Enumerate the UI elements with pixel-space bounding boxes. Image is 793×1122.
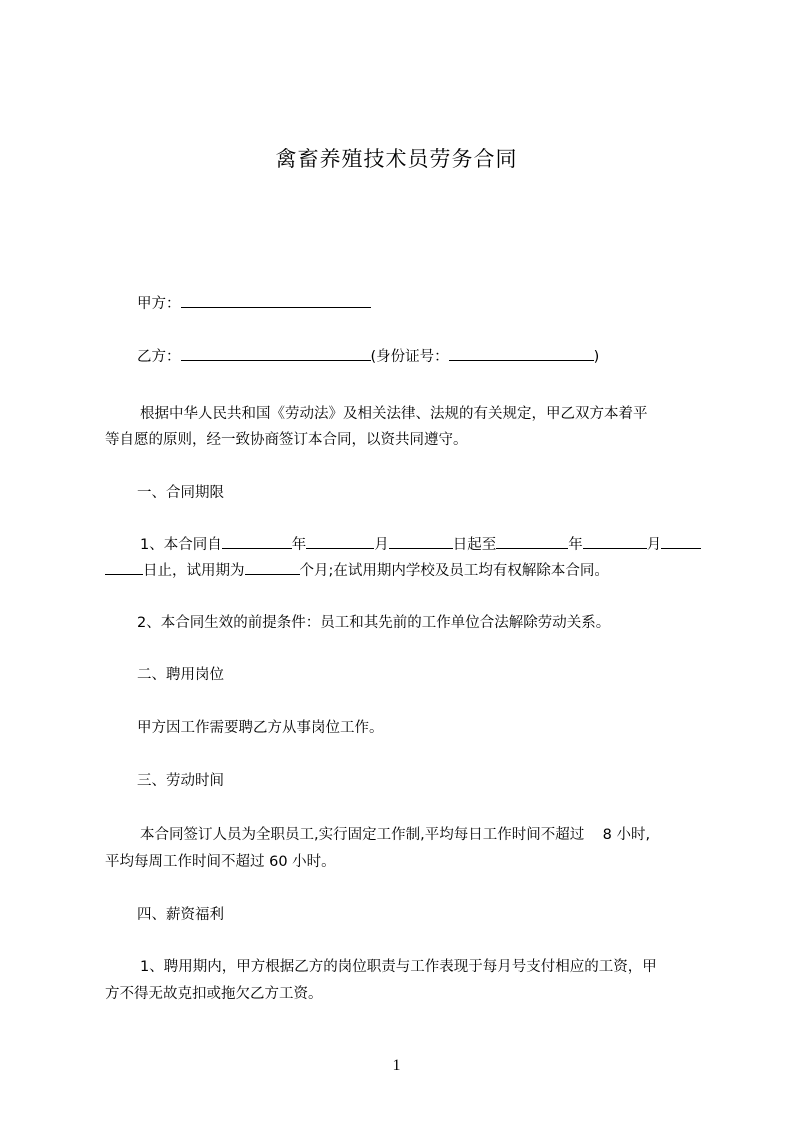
end-label: 日止，试用期为 bbox=[143, 563, 245, 579]
clause-1-1-prefix: 1、本合同自 bbox=[140, 537, 222, 553]
start-year-blank[interactable] bbox=[222, 534, 292, 549]
clause-4-1-line-2: 方不得无故克扣或拖欠乙方工资。 bbox=[105, 986, 323, 1002]
party-a-blank[interactable] bbox=[181, 293, 371, 308]
end-year-blank[interactable] bbox=[496, 534, 568, 549]
month-label-2: 月 bbox=[646, 537, 662, 553]
end-month-blank[interactable] bbox=[583, 534, 647, 549]
start-day-blank[interactable] bbox=[389, 534, 453, 549]
id-label: (身份证号： bbox=[370, 349, 449, 365]
year-label: 年 bbox=[291, 537, 307, 553]
party-b-label: 乙方： bbox=[137, 349, 181, 365]
section-3-heading: 三、劳动时间 bbox=[137, 773, 224, 789]
party-b-line bbox=[105, 345, 757, 366]
month-label: 月 bbox=[374, 537, 389, 553]
probation-text: 个月;在试用期内学校及员工均有权解除本合同。 bbox=[299, 563, 609, 579]
party-b-blank[interactable] bbox=[181, 346, 371, 361]
probation-blank[interactable] bbox=[245, 560, 300, 575]
party-a-line bbox=[105, 292, 757, 313]
preamble-line-1: 根据中华人民共和国《劳动法》及相关法律、法规的有关规定，甲乙双方本着平 bbox=[140, 406, 648, 422]
preamble-line-2: 等自愿的原则，经一致协商签订本合同，以资共同遵守。 bbox=[105, 432, 468, 448]
section-1-heading: 一、合同期限 bbox=[137, 485, 224, 501]
document-title: 禽畜养殖技术员劳务合同 bbox=[275, 147, 518, 171]
day-to-label: 日起至 bbox=[452, 537, 497, 553]
end-day-blank-a[interactable] bbox=[661, 534, 701, 549]
end-day-blank-b[interactable] bbox=[105, 560, 143, 575]
page-number: 1 bbox=[392, 1057, 401, 1074]
party-a-label: 甲方： bbox=[137, 296, 181, 312]
section-3-line-2: 平均每周工作时间不超过 60 小时。 bbox=[105, 854, 336, 870]
clause-1-1-line-2 bbox=[105, 559, 725, 580]
clause-1-2: 2、本合同生效的前提条件：员工和其先前的工作单位合法解除劳动关系。 bbox=[137, 615, 611, 631]
section-4-heading: 四、薪资福利 bbox=[137, 907, 224, 923]
start-month-blank[interactable] bbox=[306, 534, 374, 549]
id-number-blank[interactable] bbox=[449, 346, 594, 361]
section-2-text: 甲方因工作需要聘乙方从事岗位工作。 bbox=[137, 720, 384, 736]
clause-4-1-line-1: 1、聘用期内，甲方根据乙方的岗位职责与工作表现于每月号支付相应的工资，甲 bbox=[140, 959, 657, 975]
year-label-2: 年 bbox=[568, 537, 583, 553]
id-close: ) bbox=[593, 349, 600, 365]
section-2-heading: 二、聘用岗位 bbox=[137, 667, 224, 683]
section-3-line-1: 本合同签订人员为全职员工,实行固定工作制,平均每日工作时间不超过 8 小时, bbox=[140, 827, 651, 843]
clause-1-1-line-1 bbox=[105, 533, 760, 554]
